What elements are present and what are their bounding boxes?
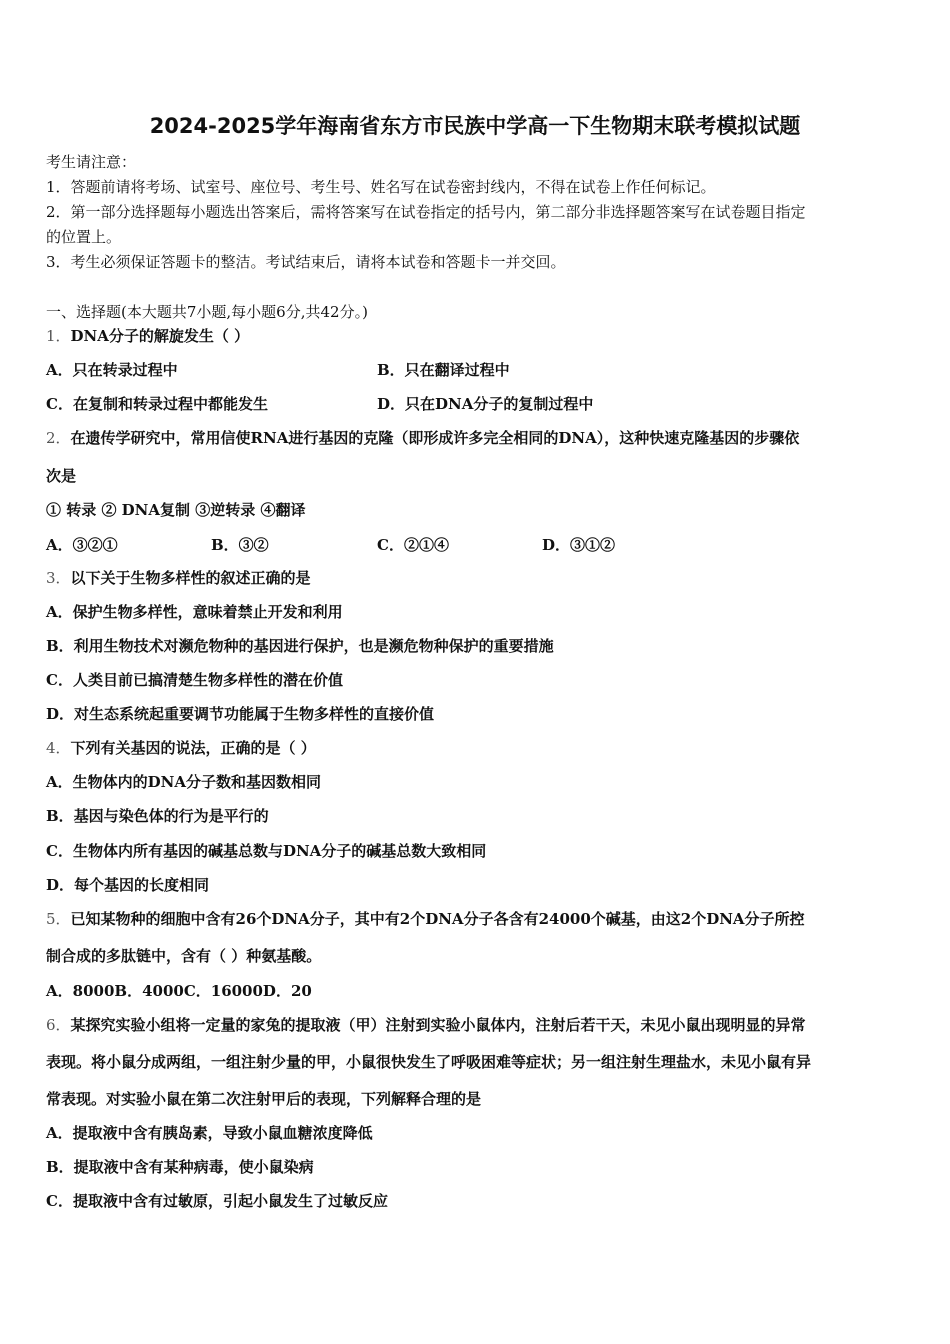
- notice-item-2-line-1: 2．第一部分选择题每小题选出答案后，需将答案写在试卷指定的括号内，第二部分非选择题答案写在试卷题目指定: [46, 203, 806, 221]
- question-stem-line-1: 已知某物种的细胞中含有26个DNA分子，其中有2个DNA分子各含有24000个碱基，由这2个DNA分子所控: [70, 910, 805, 928]
- q2-option-b: B．③②: [211, 536, 269, 554]
- question-4: [46, 738, 316, 758]
- q6-option-c: C．提取液中含有过敏原，引起小鼠发生了过敏反应: [46, 1192, 388, 1210]
- question-number: 6．: [46, 1016, 71, 1034]
- q3-option-c: C．人类目前已搞清楚生物多样性的潜在价值: [46, 671, 343, 689]
- q1-option-c: C．在复制和转录过程中都能发生: [46, 395, 268, 413]
- question-2: [46, 428, 799, 448]
- notice-heading: 考生请注意：: [46, 153, 137, 171]
- q1-option-a: A．只在转录过程中: [46, 361, 178, 379]
- section-heading: 一、选择题(本大题共7小题,每小题6分,共42分。): [46, 303, 368, 321]
- question-1: [46, 326, 249, 346]
- q4-option-c: C．生物体内所有基因的碱基总数与DNA分子的碱基总数大致相同: [46, 842, 487, 860]
- q4-option-b: B．基因与染色体的行为是平行的: [46, 807, 269, 825]
- question-stem-line-1: 某探究实验小组将一定量的家兔的提取液（甲）注射到实验小鼠体内，注射后若干天，未见小鼠出现明显的异常: [70, 1016, 806, 1034]
- q6-option-a: A．提取液中含有胰岛素，导致小鼠血糖浓度降低: [46, 1124, 373, 1142]
- question-number: 4．: [46, 739, 71, 757]
- q3-option-d: D．对生态系统起重要调节功能属于生物多样性的直接价值: [46, 705, 435, 723]
- q3-option-b: B．利用生物技术对濒危物种的基因进行保护，也是濒危物种保护的重要措施: [46, 637, 554, 655]
- q6-stem-line-3: 常表现。对实验小鼠在第二次注射甲后的表现，下列解释合理的是: [46, 1090, 482, 1108]
- q3-option-a: A．保护生物多样性，意味着禁止开发和利用: [46, 603, 343, 621]
- question-number: 2．: [46, 429, 71, 447]
- q2-steps: ① 转录 ② DNA复制 ③逆转录 ④翻译: [46, 501, 306, 519]
- q2-option-d: D．③①②: [542, 536, 616, 554]
- q4-option-a: A．生物体内的DNA分子数和基因数相同: [46, 773, 321, 791]
- page-title: 2024-2025学年海南省东方市民族中学高一下生物期末联考模拟试题: [149, 114, 801, 138]
- q2-stem-line-2: 次是: [46, 467, 77, 485]
- notice-item-1: 1．答题前请将考场、试室号、座位号、考生号、姓名写在试卷密封线内，不得在试卷上作任何标记。: [46, 178, 716, 196]
- question-stem: 以下关于生物多样性的叙述正确的是: [70, 569, 311, 587]
- q5-options: A．8000B．4000C．16000D．20: [46, 982, 312, 1000]
- question-stem: 下列有关基因的说法，正确的是（ ）: [70, 739, 316, 757]
- q6-option-b: B．提取液中含有某种病毒，使小鼠染病: [46, 1158, 314, 1176]
- question-6: [46, 1015, 806, 1035]
- question-number: 1．: [46, 327, 71, 345]
- q1-option-d: D．只在DNA分子的复制过程中: [377, 395, 594, 413]
- question-number: 5．: [46, 910, 71, 928]
- q1-option-b: B．只在翻译过程中: [377, 361, 510, 379]
- question-stem: DNA分子的解旋发生（ ）: [70, 327, 250, 345]
- q6-stem-line-2: 表现。将小鼠分成两组，一组注射少量的甲，小鼠很快发生了呼吸困难等症状；另一组注射生理盐水，未见小鼠有异: [46, 1053, 812, 1071]
- question-stem-line-1: 在遗传学研究中，常用信使RNA进行基因的克隆（即形成许多完全相同的DNA），这种快速克隆基因的步骤依: [70, 429, 800, 447]
- notice-item-3: 3．考生必须保证答题卡的整洁。考试结束后，请将本试卷和答题卡一并交回。: [46, 253, 566, 271]
- q2-option-c: C．②①④: [377, 536, 449, 554]
- q5-stem-line-2: 制合成的多肽链中，含有（ ）种氨基酸。: [46, 947, 322, 965]
- question-5: [46, 909, 805, 929]
- q2-option-a: A．③②①: [46, 536, 118, 554]
- question-3: [46, 568, 311, 588]
- notice-item-2-line-2: 的位置上。: [46, 228, 122, 246]
- question-number: 3．: [46, 569, 71, 587]
- q4-option-d: D．每个基因的长度相同: [46, 876, 210, 894]
